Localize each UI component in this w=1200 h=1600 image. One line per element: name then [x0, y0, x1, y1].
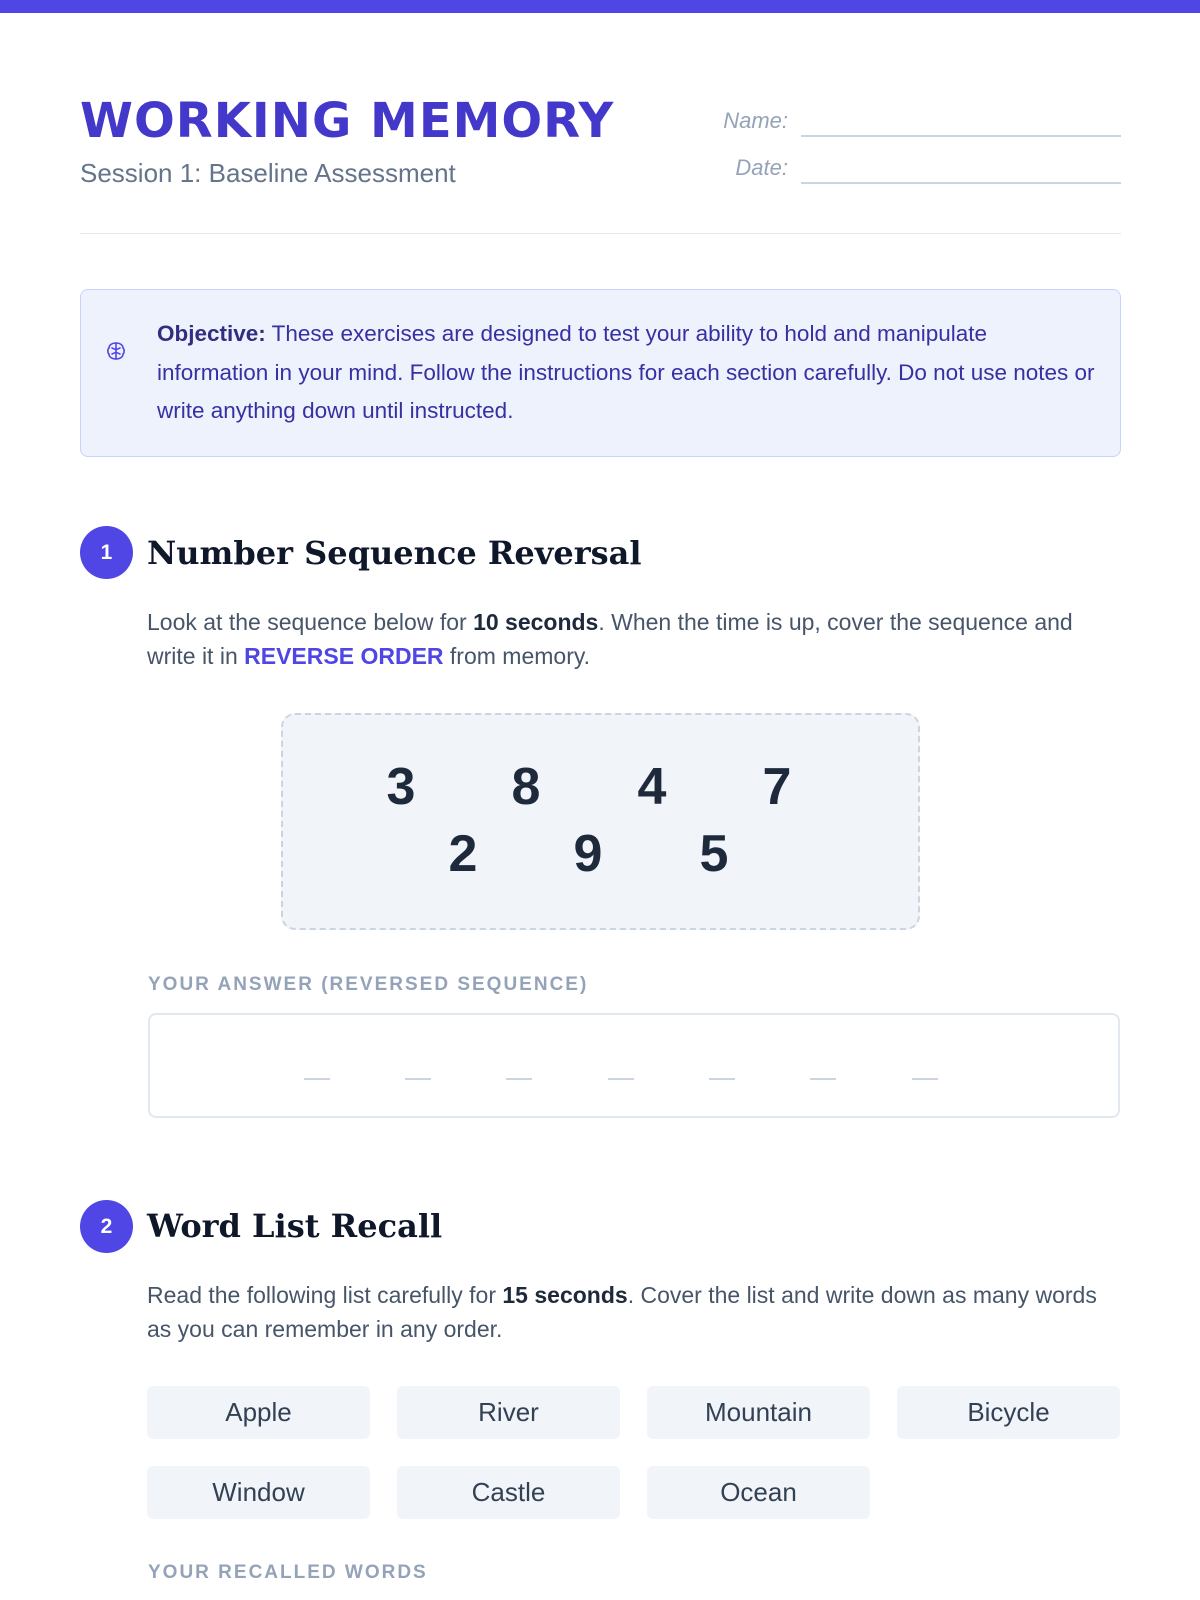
objective-body: These exercises are designed to test your ability to hold and manipulate information in your mind. Follow the instructions for each section carefully. Do not use notes or write anything down until instructed.	[157, 321, 1095, 423]
word-card: Apple	[147, 1386, 370, 1439]
objective-label: Objective:	[157, 321, 266, 346]
page-title: WORKING MEMORY	[80, 93, 615, 149]
section-2-number-badge: 2	[80, 1200, 133, 1253]
answer-blank	[608, 1078, 634, 1080]
name-label: Name:	[723, 108, 788, 133]
answer-label: YOUR ANSWER (REVERSED SEQUENCE)	[148, 974, 589, 995]
word-card: River	[397, 1386, 620, 1439]
answer-blank	[506, 1078, 532, 1080]
objective-text	[157, 315, 1097, 431]
section-1-number-badge: 1	[80, 526, 133, 579]
sequence-digit: 4	[637, 758, 667, 816]
header-divider	[80, 233, 1121, 234]
answer-blank	[912, 1078, 938, 1080]
sequence-digit: 3	[386, 758, 416, 816]
answer-blank	[709, 1078, 735, 1080]
page-subtitle: Session 1: Baseline Assessment	[80, 158, 456, 188]
number-sequence-box	[281, 713, 920, 930]
section-1-instructions: Look at the sequence below for 10 seconds. When the time is up, cover the sequence and write it in REVERSE ORDER from memory.	[147, 609, 1073, 669]
word-card: Window	[147, 1466, 370, 1519]
date-label: Date:	[735, 155, 788, 180]
word-card: Bicycle	[897, 1386, 1120, 1439]
name-field[interactable]	[801, 135, 1121, 137]
date-field[interactable]	[801, 182, 1121, 184]
word-card: Mountain	[647, 1386, 870, 1439]
answer-blank	[304, 1078, 330, 1080]
word-card: Ocean	[647, 1466, 870, 1519]
word-card: Castle	[397, 1466, 620, 1519]
sequence-digit: 2	[448, 825, 478, 883]
reversed-sequence-answer-field[interactable]	[148, 1013, 1120, 1118]
section-1-title: Number Sequence Reversal	[147, 534, 642, 572]
objective-callout	[80, 289, 1121, 457]
section-2-instructions: Read the following list carefully for 15 seconds. Cover the list and write down as many words as you can remember in any order.	[147, 1282, 1097, 1342]
answer-blank	[405, 1078, 431, 1080]
sequence-digit: 9	[573, 825, 603, 883]
recalled-words-label: YOUR RECALLED WORDS	[148, 1562, 428, 1583]
answer-blank	[810, 1078, 836, 1080]
sequence-digit: 7	[762, 758, 792, 816]
sequence-digit: 5	[699, 825, 729, 883]
top-accent-bar	[0, 0, 1200, 13]
sequence-digit: 8	[511, 758, 541, 816]
section-2-title: Word List Recall	[147, 1207, 443, 1245]
brain-icon	[105, 340, 127, 362]
